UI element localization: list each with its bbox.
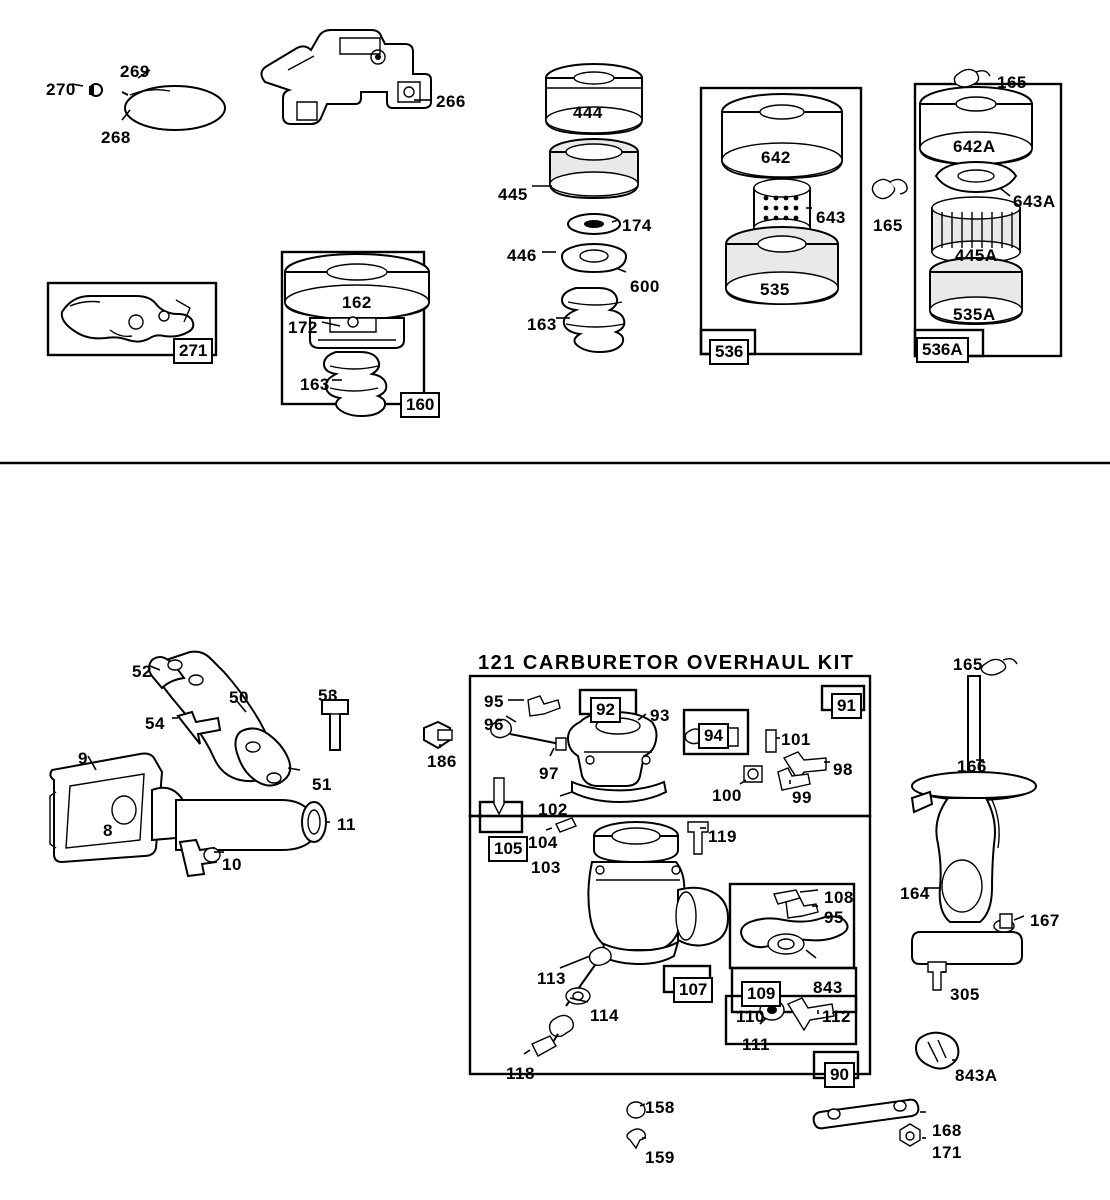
callout-118: 118 — [506, 1064, 535, 1083]
callout-843a: 843A — [955, 1066, 998, 1085]
part-group-intake-elbow — [149, 652, 348, 786]
callout-50: 50 — [229, 688, 249, 707]
callout-91: 91 — [831, 693, 862, 719]
part-group-163-middle — [556, 288, 624, 352]
callout-643: 643 — [816, 208, 846, 227]
callout-11: 11 — [337, 815, 356, 834]
callout-109: 109 — [741, 981, 781, 1007]
callout-113: 113 — [537, 969, 566, 988]
callout-90: 90 — [824, 1062, 855, 1088]
part-group-carburetor-body — [524, 822, 848, 1056]
part-group-174 — [568, 214, 620, 234]
callout-97: 97 — [539, 764, 559, 783]
callout-114: 114 — [590, 1006, 619, 1025]
callout-163: 163 — [527, 315, 557, 334]
callout-100: 100 — [712, 786, 742, 805]
callout-271: 271 — [173, 338, 213, 364]
callout-445: 445 — [498, 185, 528, 204]
callout-101: 101 — [781, 730, 811, 749]
callout-305: 305 — [950, 985, 980, 1004]
callout-112: 112 — [822, 1007, 851, 1026]
callout-270: 270 — [46, 80, 76, 99]
callout-9: 9 — [78, 749, 88, 768]
callout-8: 8 — [103, 821, 113, 840]
callout-105: 105 — [488, 836, 528, 862]
callout-94: 94 — [698, 723, 729, 749]
callout-108: 108 — [824, 888, 854, 907]
callout-642: 642 — [761, 148, 791, 167]
part-group-158-159 — [627, 1102, 646, 1148]
callout-53: 53 — [318, 686, 338, 705]
callout-10: 10 — [222, 855, 242, 874]
callout-535a: 535A — [953, 305, 996, 324]
callout-167: 167 — [1030, 911, 1060, 930]
callout-111: 111 — [742, 1035, 770, 1054]
callout-165: 165 — [873, 216, 903, 235]
callout-266: 266 — [436, 92, 466, 111]
callout-642a: 642A — [953, 137, 996, 156]
callout-164: 164 — [900, 884, 930, 903]
callout-172: 172 — [288, 318, 318, 337]
callout-269: 269 — [120, 62, 150, 81]
part-group-444-stack — [546, 64, 642, 134]
callout-95: 95 — [484, 692, 504, 711]
callout-843: 843 — [813, 978, 843, 997]
callout-168: 168 — [932, 1121, 962, 1140]
callout-186: 186 — [427, 752, 457, 771]
part-group-266-bracket — [261, 30, 431, 124]
callout-158: 158 — [645, 1098, 675, 1117]
callout-104: 104 — [528, 833, 558, 852]
part-165-clip-a — [872, 179, 907, 198]
callout-107: 107 — [673, 977, 713, 1003]
callout-174: 174 — [622, 216, 652, 235]
callout-119: 119 — [708, 827, 737, 846]
callout-166: 166 — [957, 757, 987, 776]
callout-536a: 536A — [916, 337, 969, 363]
callout-600: 600 — [630, 277, 660, 296]
callout-51: 51 — [312, 775, 332, 794]
callout-102: 102 — [538, 800, 568, 819]
callout-99: 99 — [792, 788, 812, 807]
callout-95: 95 — [824, 908, 844, 927]
callout-444: 444 — [573, 103, 603, 122]
callout-535: 535 — [760, 280, 790, 299]
callout-162: 162 — [342, 293, 372, 312]
part-group-843A — [916, 1033, 958, 1069]
callout-536: 536 — [709, 339, 749, 365]
callout-93: 93 — [650, 706, 670, 725]
callout-110: 110 — [736, 1007, 765, 1026]
callout-160: 160 — [400, 392, 440, 418]
callout-92: 92 — [590, 697, 621, 723]
part-group-445 — [532, 139, 638, 198]
callout-54: 54 — [145, 714, 165, 733]
part-group-fuel-tank — [912, 659, 1036, 990]
callout-52: 52 — [132, 662, 152, 681]
callout-445a: 445A — [955, 246, 998, 265]
callout-96: 96 — [484, 715, 504, 734]
callout-643a: 643A — [1013, 192, 1056, 211]
callout-171: 171 — [932, 1143, 962, 1162]
callout-165: 165 — [997, 73, 1027, 92]
part-group-600 — [542, 244, 626, 272]
callout-159: 159 — [645, 1148, 675, 1167]
callout-98: 98 — [833, 760, 853, 779]
callout-165: 165 — [953, 655, 983, 674]
callout-446: 446 — [507, 246, 537, 265]
callout-268: 268 — [101, 128, 131, 147]
callout-163: 163 — [300, 375, 330, 394]
kit-title: 121 CARBURETOR OVERHAUL KIT — [478, 652, 855, 674]
callout-103: 103 — [531, 858, 561, 877]
part-group-168-171 — [814, 1100, 926, 1146]
